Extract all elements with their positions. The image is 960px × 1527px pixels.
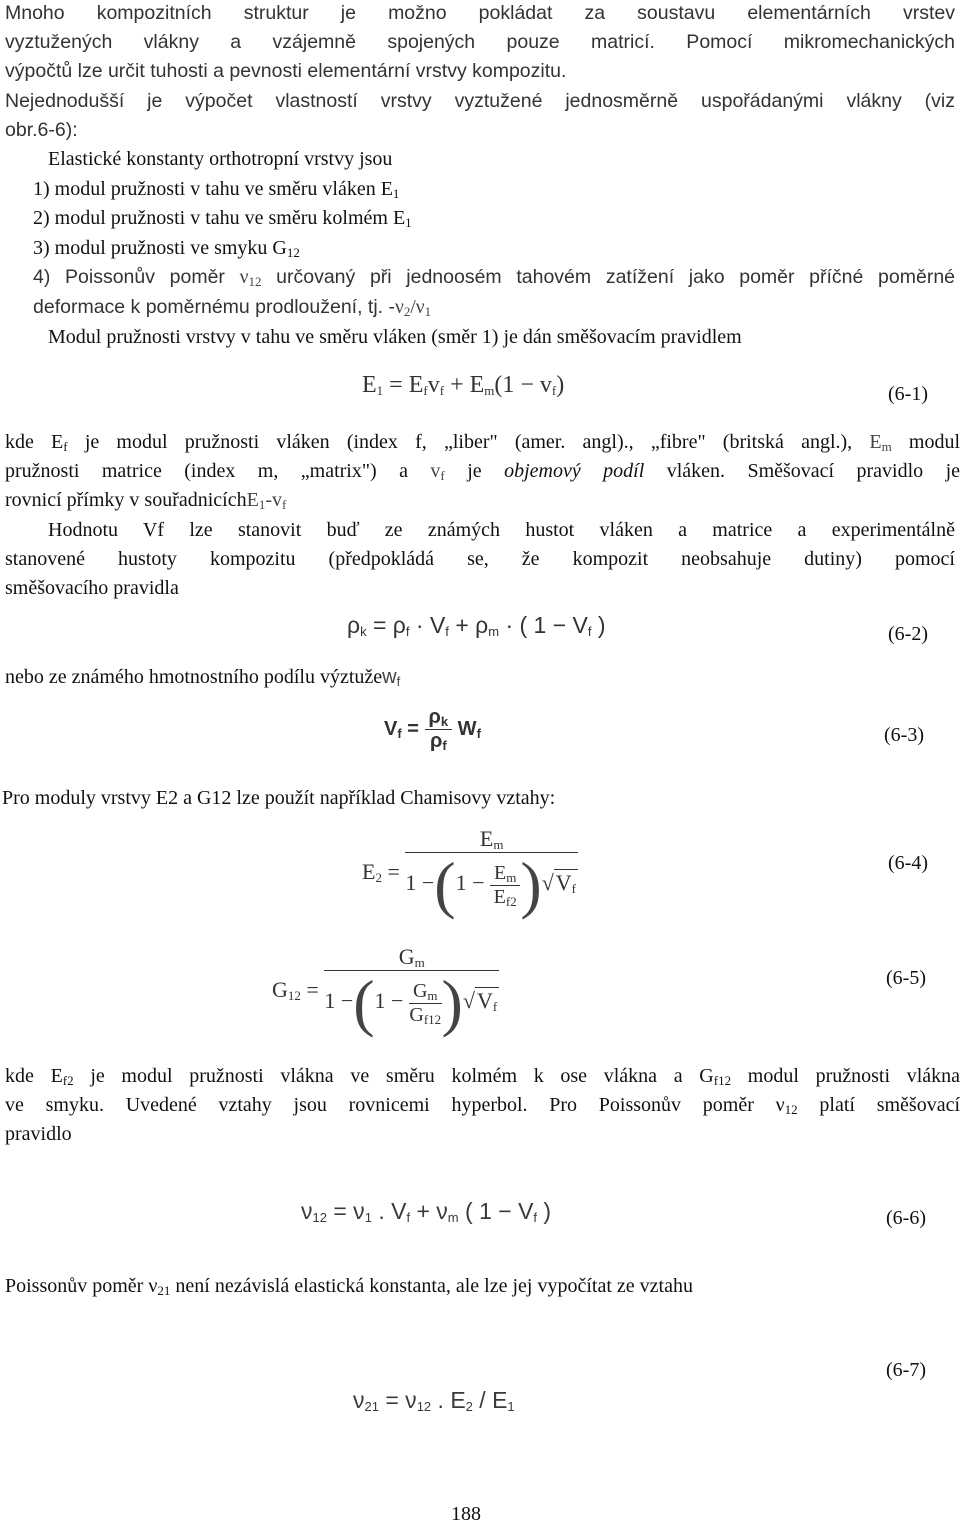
list-item: 4) Poissonův poměr $\nu_{12}$ určovaný při jednoosém tahovém zatížení jako poměr příčné poměrné xyxy=(33,266,956,289)
text-line: rovnicí přímky v $souřadnicíchE_1-v_f$ xyxy=(5,489,287,512)
list-item: 1) modul pružnosti v tahu ve směru vláken $E_1$ xyxy=(33,178,400,201)
equation-number: (6-4) xyxy=(888,852,928,874)
equation-6-7: $\nu_{21} = \nu_{12}$ . $E_2 / E_1$ xyxy=(353,1387,515,1414)
list-item-cont: deformace k poměrnému prodloužení, tj. $-\nu_2/\nu_1$ xyxy=(33,296,432,319)
text-line: Pro moduly vrstvy E2 a G12 lze použít například Chamisovy vztahy: xyxy=(2,787,556,809)
text-line: kde $E_{f2}$ je modul pružnosti vlákna ve směru kolmém k ose vlákna a $G_{f12}$ modul pružnosti vlákna xyxy=(5,1065,960,1088)
text-line: výpočtů lze určit tuhosti a pevnosti elementární vrstvy kompozitu. xyxy=(5,60,567,82)
text-line: Nejednodušší je výpočet vlastností vrstvy vyztužené jednosměrně uspořádanými vlákny (viz xyxy=(5,90,955,112)
equation-6-3: $V_f$ = $\frac{\rho_k}{\rho_f}$ $W_f$ xyxy=(384,706,481,753)
equation-number: (6-7) xyxy=(886,1359,926,1381)
text-line: pružnosti matrice (index m, „matrix") a $v_f$ je objemový podíl vláken. Směšovací pravidlo je xyxy=(5,460,960,483)
text-line: Mnoho kompozitních struktur je možno pokládat za soustavu elementárních vrstev xyxy=(5,2,955,24)
text-line: stanovené hustoty kompozitu (předpokládá se, že kompozit neobsahuje dutiny) pomocí xyxy=(5,548,955,570)
list-item: 3) modul pružnosti ve smyku $G_{12}$ xyxy=(33,237,300,260)
page-number: 188 xyxy=(451,1503,481,1525)
text-line: kde $E_f$ je modul pružnosti vláken (index f, „liber" (amer. angl)., „fibre" (britská angl.), $E_m$ modul xyxy=(5,431,960,454)
text-line: směšovacího pravidla xyxy=(5,577,179,599)
text-line: Hodnotu Vf lze stanovit buď ze známých hustot vláken a matrice a experimentálně xyxy=(48,519,955,541)
equation-number: (6-6) xyxy=(886,1207,926,1229)
equation-6-6: $\nu_{12} = \nu_1$ . $V_f + \nu_m$ ( $1 - V_f$ ) xyxy=(301,1198,552,1225)
equation-6-5: $G_{12}$ = $G_m$ 1 −(1 − $\frac{G_m}{G_{f12}}$ )$√V_f$ xyxy=(272,944,498,1038)
text-line: ve smyku. Uvedené vztahy jsou rovnicemi hyperbol. Pro Poissonův poměr $\nu_{12}$ platí směšovací xyxy=(5,1094,960,1117)
equation-6-2: $\rho_k = \rho_f \cdot V_f + \rho_m$ · ( $1 - V_f$ ) xyxy=(347,612,606,639)
list-item: 2) modul pružnosti v tahu ve směru kolmém $E_1$ xyxy=(33,207,412,230)
text-line: Poissonův poměr $\nu_{21}$ není nezávislá elastická konstanta, ale lze jej vypočítat ze vztahu xyxy=(5,1275,693,1298)
list-intro: Elastické konstanty orthotropní vrstvy jsou xyxy=(48,148,393,170)
equation-number: (6-1) xyxy=(888,383,928,405)
equation-number: (6-3) xyxy=(884,724,924,746)
text-line: vyztužených vlákny a vzájemně spojených pouze matricí. Pomocí mikromechanických xyxy=(5,31,955,53)
text-line: obr.6-6): xyxy=(5,119,78,141)
text-line: pravidlo xyxy=(5,1123,72,1145)
equation-6-1: $E_1 = E_fv_f + E_m(1 - v_f)$ xyxy=(362,372,565,398)
equation-number: (6-2) xyxy=(888,623,928,645)
equation-number: (6-5) xyxy=(886,967,926,989)
text-line: Modul pružnosti vrstvy v tahu ve směru vláken (směr 1) je dán směšovacím pravidlem xyxy=(48,326,742,348)
text-line: nebo ze známého hmotnostního podílu výztužew$_f$ xyxy=(5,666,401,689)
equation-6-4: $E_2$ = $E_m$ 1 −(1 − $\frac{E_m}{E_{f2}}$ )$√V_f$ xyxy=(362,826,576,920)
